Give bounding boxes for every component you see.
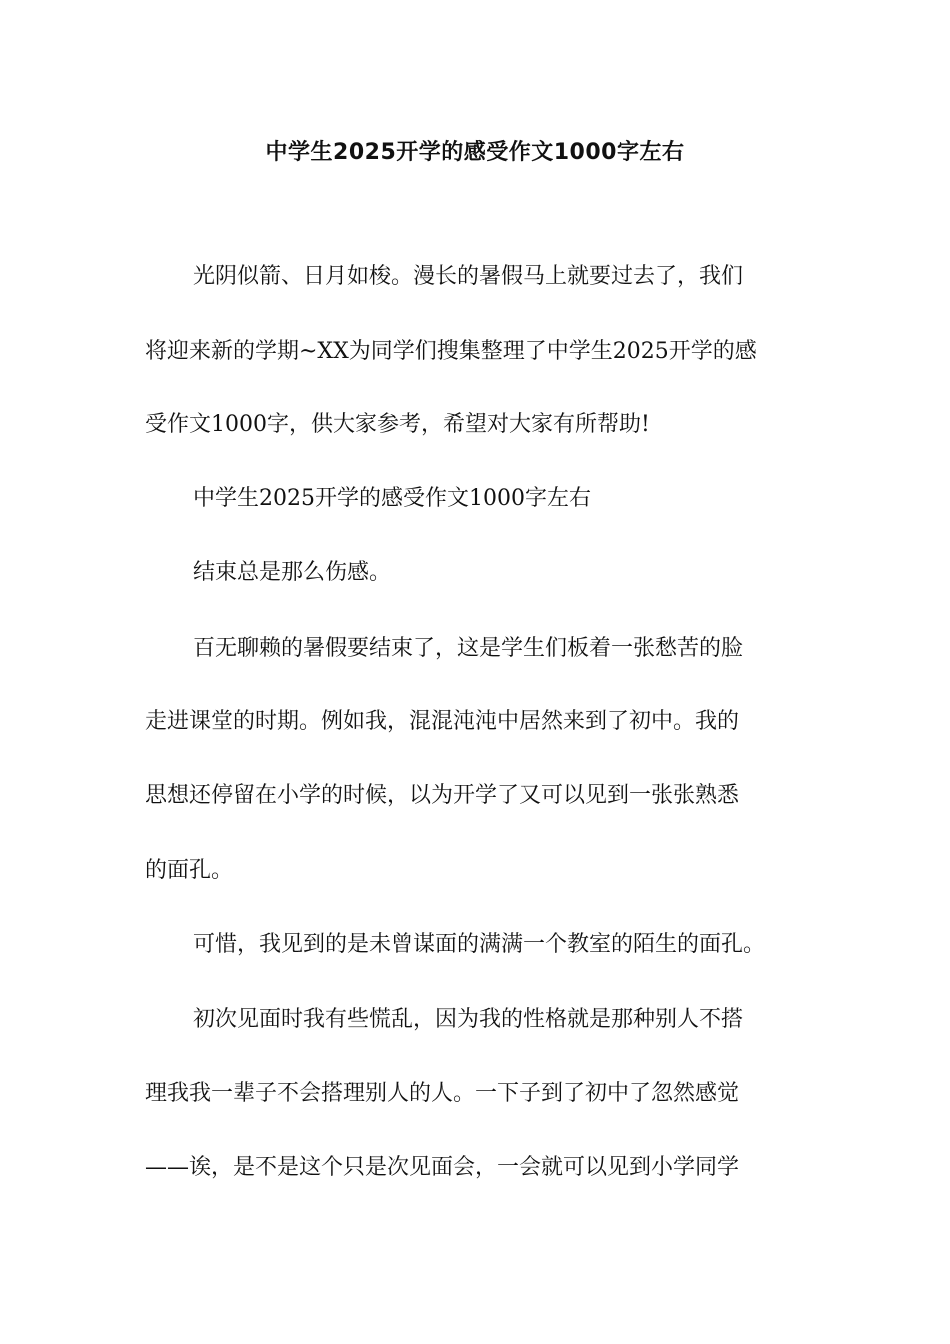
paragraph-line: 思想还停留在小学的时候，以为开学了又可以见到一张张熟悉 (145, 783, 740, 808)
paragraph-line: 受作文1000字，供大家参考，希望对大家有所帮助! (145, 412, 650, 437)
paragraph-line: 可惜，我见到的是未曾谋面的满满一个教室的陌生的面孔。 (193, 932, 766, 957)
paragraph-line: 初次见面时我有些慌乱，因为我的性格就是那种别人不搭 (193, 1007, 744, 1032)
paragraph-line: 将迎来新的学期~XX为同学们搜集整理了中学生2025开学的感 (145, 339, 757, 364)
paragraph-line: 光阴似箭、日月如梭。漫长的暑假马上就要过去了，我们 (193, 264, 744, 289)
paragraph-line: 走进课堂的时期。例如我，混混沌沌中居然来到了初中。我的 (145, 709, 740, 734)
paragraph-line: 的面孔。 (145, 858, 234, 883)
paragraph-line: 结束总是那么伤感。 (193, 560, 392, 585)
paragraph-line: 理我我一辈子不会搭理别人的人。一下子到了初中了忽然感觉 (145, 1081, 740, 1106)
subheading-line: 中学生2025开学的感受作文1000字左右 (193, 486, 591, 511)
document-title: 中学生2025开学的感受作文1000字左右 (265, 140, 685, 165)
paragraph-line: 百无聊赖的暑假要结束了，这是学生们板着一张愁苦的脸 (193, 636, 744, 661)
paragraph-line: ——诶，是不是这个只是次见面会，一会就可以见到小学同学 (145, 1155, 740, 1180)
